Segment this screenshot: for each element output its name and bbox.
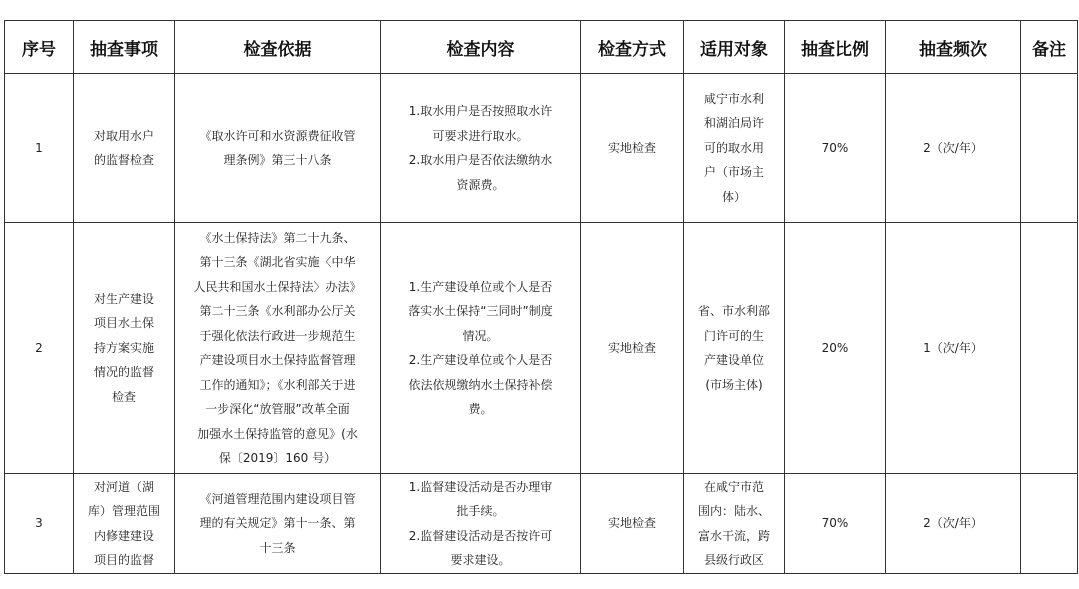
- cell-target: 在咸宁市范 围内：陆水、 富水干流，跨 县级行政区: [684, 474, 785, 574]
- header-ratio: 抽查比例: [785, 21, 886, 74]
- header-method: 检查方式: [581, 21, 684, 74]
- cell-content: 1.监督建设活动是否办理审 批手续。 2.监督建设活动是否按许可 要求建设。: [381, 474, 581, 574]
- cell-target: 咸宁市水利 和湖泊局许 可的取水用 户（市场主 体）: [684, 74, 785, 223]
- table-row: [5, 474, 1078, 574]
- table-row: [5, 74, 1078, 223]
- cell-method: 实地检查: [581, 223, 684, 474]
- header-no: 序号: [5, 21, 74, 74]
- cell-ratio: 20%: [785, 223, 886, 474]
- cell-item: 对河道（湖 库）管理范围 内修建建设 项目的监督: [74, 474, 175, 574]
- table-row: [5, 223, 1078, 474]
- cell-basis: 《水土保持法》第二十九条、 第十三条《湖北省实施〈中华 人民共和国水土保持法〉办法》 第二十三条《水利部办公厅关 于强化依法行政进一步规范生 产建设项目水土保持监督管理 工作的通知》；《水利部关于进 一步深化“放管服”改革全面 加强水土保持监管的意见》(水 保〔2019〕160 号）: [175, 223, 381, 474]
- inspection-table: [4, 20, 1078, 574]
- header-item: 抽查事项: [74, 21, 175, 74]
- header-frequency: 抽查频次: [886, 21, 1021, 74]
- cell-target: 省、市水利部 门许可的生 产建设单位 (市场主体): [684, 223, 785, 474]
- cell-remark: [1021, 223, 1078, 474]
- cell-no: 3: [5, 474, 74, 574]
- header-row: [5, 21, 1078, 74]
- cell-content: 1.生产建设单位或个人是否 落实水土保持“三同时”制度 情况。 2.生产建设单位或个人是否 依法依规缴纳水土保持补偿 费。: [381, 223, 581, 474]
- header-remark: 备注: [1021, 21, 1078, 74]
- cell-basis: 《河道管理范围内建设项目管 理的有关规定》第十一条、第 十三条: [175, 474, 381, 574]
- cell-ratio: 70%: [785, 74, 886, 223]
- header-content: 检查内容: [381, 21, 581, 74]
- header-basis: 检查依据: [175, 21, 381, 74]
- cell-frequency: 2（次/年）: [886, 474, 1021, 574]
- cell-method: 实地检查: [581, 74, 684, 223]
- cell-remark: [1021, 74, 1078, 223]
- cell-frequency: 1（次/年）: [886, 223, 1021, 474]
- cell-no: 1: [5, 74, 74, 223]
- cell-method: 实地检查: [581, 474, 684, 574]
- cell-ratio: 70%: [785, 474, 886, 574]
- cell-item: 对取用水户 的监督检查: [74, 74, 175, 223]
- cell-item: 对生产建设 项目水土保 持方案实施 情况的监督 检查: [74, 223, 175, 474]
- cell-no: 2: [5, 223, 74, 474]
- cell-remark: [1021, 474, 1078, 574]
- cell-basis: 《取水许可和水资源费征收管 理条例》第三十八条: [175, 74, 381, 223]
- header-target: 适用对象: [684, 21, 785, 74]
- cell-frequency: 2（次/年）: [886, 74, 1021, 223]
- cell-content: 1.取水用户是否按照取水许 可要求进行取水。 2.取水用户是否依法缴纳水 资源费。: [381, 74, 581, 223]
